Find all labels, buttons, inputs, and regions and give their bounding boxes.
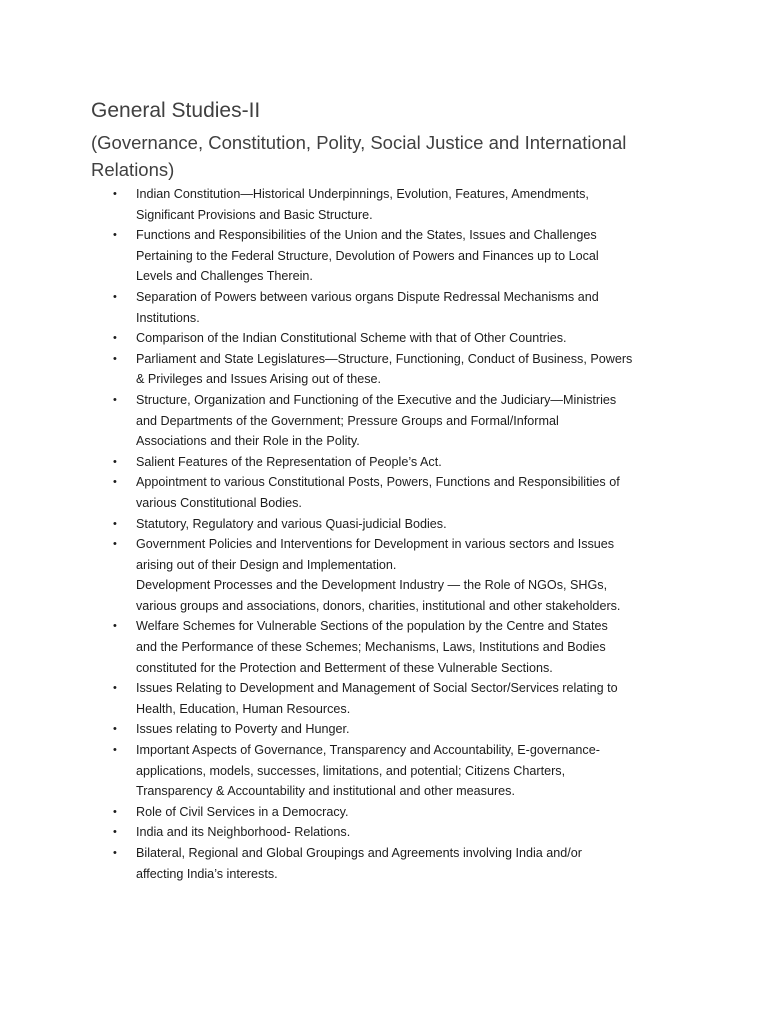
list-item	[111, 740, 681, 802]
bullet-icon: •	[113, 517, 117, 530]
page-subtitle	[91, 129, 661, 183]
list-item-text: Development Processes and the Development Industry — the Role of NGOs, SHGs,	[136, 578, 608, 593]
list-item-text: Welfare Schemes for Vulnerable Sections of the population by the Centre and States	[136, 619, 608, 634]
list-item-text: Parliament and State Legislatures—Structure, Functioning, Conduct of Business, Powers	[136, 351, 633, 366]
list-item	[111, 802, 681, 823]
list-item-text: Functions and Responsibilities of the Union and the States, Issues and Challenges	[136, 228, 597, 243]
list-item	[111, 184, 681, 225]
list-item-text: Bilateral, Regional and Global Groupings and Agreements involving India and/or	[136, 846, 582, 860]
topic-list	[111, 184, 681, 884]
subtitle-line: (Governance, Constitution, Polity, Social Justice and International	[91, 132, 627, 153]
list-item-text: Issues Relating to Development and Management of Social Sector/Services relating to	[136, 681, 618, 696]
bullet-icon: •	[113, 332, 117, 345]
list-item-text: Institutions.	[136, 310, 200, 325]
bullet-icon: •	[113, 352, 117, 365]
list-item	[111, 678, 681, 719]
list-item	[111, 225, 681, 287]
list-item	[111, 287, 681, 328]
list-item-text: Associations and their Role in the Polity.	[136, 434, 360, 449]
list-item	[111, 390, 681, 452]
list-item-text: Role of Civil Services in a Democracy.	[136, 804, 349, 819]
bullet-icon: •	[113, 723, 117, 736]
bullet-icon: •	[113, 744, 117, 757]
list-item-text: India and its Neighborhood- Relations.	[136, 825, 351, 840]
list-item-text: Issues relating to Poverty and Hunger.	[136, 722, 350, 737]
bullet-icon: •	[113, 682, 117, 695]
list-item	[111, 616, 681, 678]
list-item	[111, 843, 681, 884]
list-item-text: Comparison of the Indian Constitutional Scheme with that of Other Countries.	[136, 331, 567, 346]
bullet-icon: •	[113, 847, 117, 859]
list-item	[111, 349, 681, 390]
bullet-icon: •	[113, 188, 117, 200]
list-item-text: Statutory, Regulatory and various Quasi-judicial Bodies.	[136, 516, 447, 531]
bullet-icon: •	[113, 620, 117, 633]
list-item-text: affecting India’s interests.	[136, 866, 278, 881]
list-item-text: Levels and Challenges Therein.	[136, 269, 313, 284]
list-item	[111, 514, 681, 535]
bullet-icon: •	[113, 805, 117, 818]
bullet-icon: •	[113, 538, 117, 551]
list-item-text: Significant Provisions and Basic Structure.	[136, 207, 373, 222]
page-title: General Studies-II	[91, 99, 261, 122]
subtitle-line: Relations)	[91, 159, 175, 180]
list-item	[111, 822, 681, 843]
bullet-icon: •	[113, 290, 117, 303]
list-item-text: applications, models, successes, limitations, and potential; Citizens Charters,	[136, 763, 566, 778]
bullet-icon: •	[113, 455, 117, 468]
list-item-text: and Departments of the Government; Pressure Groups and Formal/Informal	[136, 413, 559, 428]
list-item-text: constituted for the Protection and Betterment of these Vulnerable Sections.	[136, 660, 553, 675]
list-item-text: Government Policies and Interventions for Development in various sectors and Issues	[136, 537, 615, 552]
list-item	[111, 472, 681, 513]
list-item-text: various Constitutional Bodies.	[136, 495, 302, 510]
list-item	[111, 328, 681, 349]
bullet-icon: •	[113, 229, 117, 242]
list-item-text: arising out of their Design and Implementation.	[136, 557, 397, 572]
bullet-icon: •	[113, 476, 117, 489]
list-item-text: Structure, Organization and Functioning of the Executive and the Judiciary—Ministries	[136, 392, 617, 407]
bullet-icon: •	[113, 826, 117, 839]
list-item-text: Pertaining to the Federal Structure, Devolution of Powers and Finances up to Local	[136, 248, 599, 263]
list-item-text: Salient Features of the Representation of People’s Act.	[136, 454, 442, 469]
bullet-icon: •	[113, 393, 117, 406]
list-item	[111, 719, 681, 740]
list-item	[111, 452, 681, 473]
list-item-text: Transparency & Accountability and institutional and other measures.	[136, 784, 515, 799]
list-item-text: Important Aspects of Governance, Transparency and Accountability, E-governance-	[136, 743, 600, 758]
list-item-text: & Privileges and Issues Arising out of these.	[136, 372, 382, 387]
list-item-text: and the Performance of these Schemes; Mechanisms, Laws, Institutions and Bodies	[136, 640, 606, 655]
list-item-text: Indian Constitution—Historical Underpinnings, Evolution, Features, Amendments,	[136, 187, 589, 201]
list-item-text: Health, Education, Human Resources.	[136, 701, 351, 716]
list-item	[111, 534, 681, 616]
list-item-text: various groups and associations, donors, charities, institutional and other stakeholders.	[136, 598, 621, 613]
list-item-text: Separation of Powers between various organs Dispute Redressal Mechanisms and	[136, 289, 599, 304]
list-item-text: Appointment to various Constitutional Posts, Powers, Functions and Responsibilities of	[136, 475, 620, 490]
